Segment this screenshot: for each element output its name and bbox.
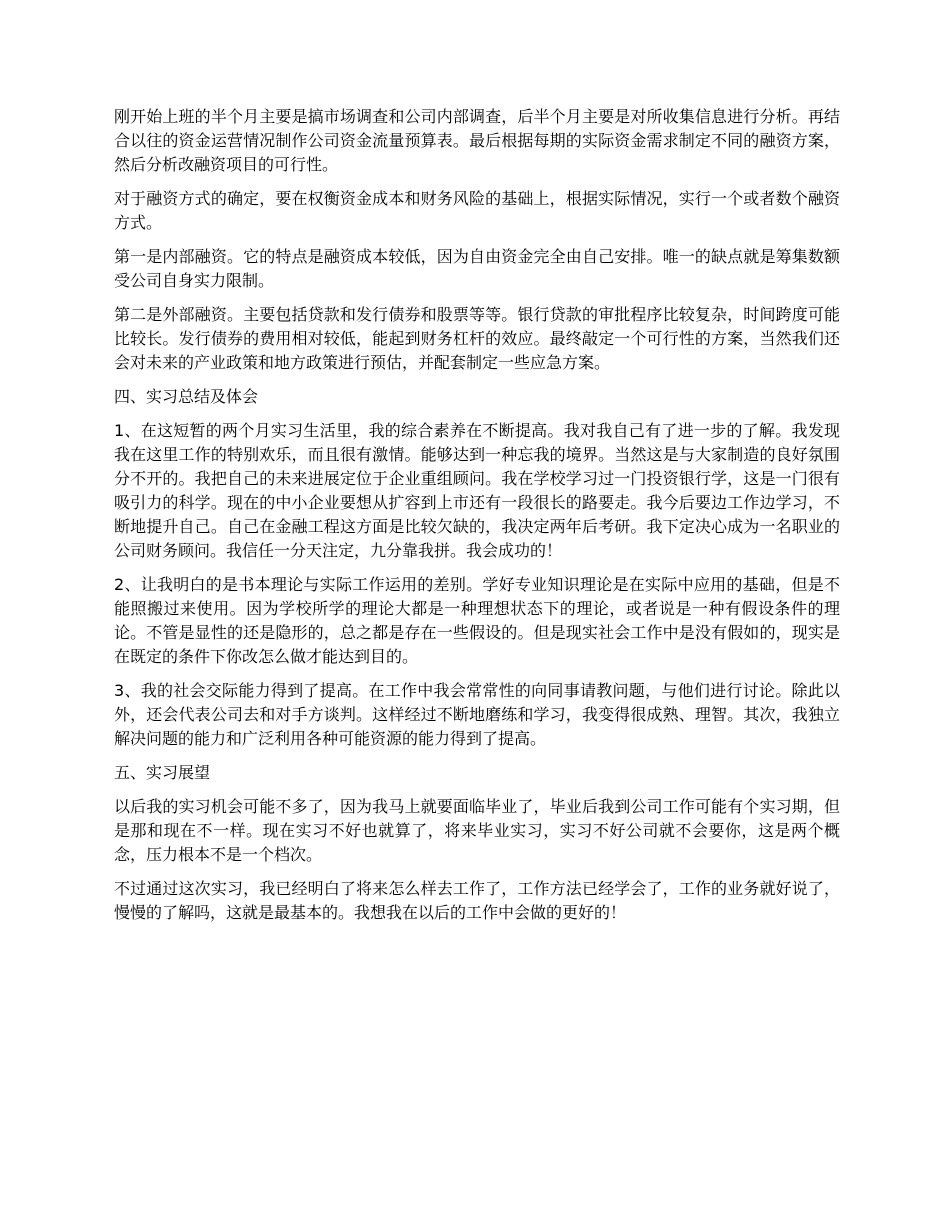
paragraph-summary-2: 2、让我明白的是书本理论与实际工作运用的差别。学好专业知识理论是在实际中应用的基础，但是不能照搬过来使用。因为学校所学的理论大都是一种理想状态下的理论，或者说是一种有假设条件的理论。不管是显性的还是隐形的，总之都是存在一些假设的。但是现实社会工作中是没有假如的，现实是在既定的条件下你改怎么做才能达到目的。 — [114, 575, 840, 666]
paragraph-outlook-2: 不过通过这次实习，我已经明白了将来怎么样去工作了，工作方法已经学会了，工作的业务就好说了，慢慢的了解吗，这就是最基本的。我想我在以后的工作中会做的更好的！ — [114, 879, 840, 922]
paragraph-summary-1: 1、在这短暂的两个月实习生活里，我的综合素养在不断提高。我对我自己有了进一步的了解。我发现我在这里工作的特别欢乐，而且很有激情。能够达到一种忘我的境界。当然这是与大家制造的良好氛围分不开的。我把自己的未来进展定位于企业重组顾问。我在学校学习过一门投资银行学，这是一门很有吸引力的科学。现在的中小企业要想从扩容到上市还有一段很长的路要走。我今后要边工作边学习，不断地提升自己。自己在金融工程这方面是比较欠缺的，我决定两年后考研。我下定决心成为一名职业的公司财务顾问。我信任一分天注定，九分靠我拼。我会成功的！ — [114, 421, 840, 560]
section-heading-outlook: 五、实习展望 — [114, 763, 211, 782]
paragraph-external-financing: 第二是外部融资。主要包括贷款和发行债券和股票等等。银行贷款的审批程序比较复杂，时间跨度可能比较长。发行债券的费用相对较低，能起到财务杠杆的效应。最终敲定一个可行性的方案，当然我们还会对未来的产业政策和地方政策进行预估，并配套制定一些应急方案。 — [114, 305, 840, 372]
paragraph-research-plan: 刚开始上班的半个月主要是搞市场调查和公司内部调查，后半个月主要是对所收集信息进行分析。再结合以往的资金运营情况制作公司资金流量预算表。最后根据每期的实际资金需求制定不同的融资方案，然后分析改融资项目的可行性。 — [114, 107, 840, 174]
paragraph-financing-method: 对于融资方式的确定，要在权衡资金成本和财务风险的基础上，根据实际情况，实行一个或者数个融资方式。 — [114, 189, 840, 232]
paragraph-outlook-1: 以后我的实习机会可能不多了，因为我马上就要面临毕业了，毕业后我到公司工作可能有个实习期，但是那和现在不一样。现在实习不好也就算了，将来毕业实习，实习不好公司就不会要你，这是两个概念，压力根本不是一个档次。 — [114, 797, 840, 864]
section-heading-summary: 四、实习总结及体会 — [114, 387, 259, 406]
document-body — [114, 105, 840, 935]
paragraph-internal-financing: 第一是内部融资。它的特点是融资成本较低，因为自由资金完全由自己安排。唯一的缺点就是筹集数额受公司自身实力限制。 — [114, 247, 840, 290]
paragraph-summary-3: 3、我的社会交际能力得到了提高。在工作中我会常常性的向同事请教问题，与他们进行讨论。除此以外，还会代表公司去和对手方谈判。这样经过不断地磨练和学习，我变得很成熟、理智。其次，我独立解决问题的能力和广泛利用各种可能资源的能力得到了提高。 — [114, 681, 840, 748]
